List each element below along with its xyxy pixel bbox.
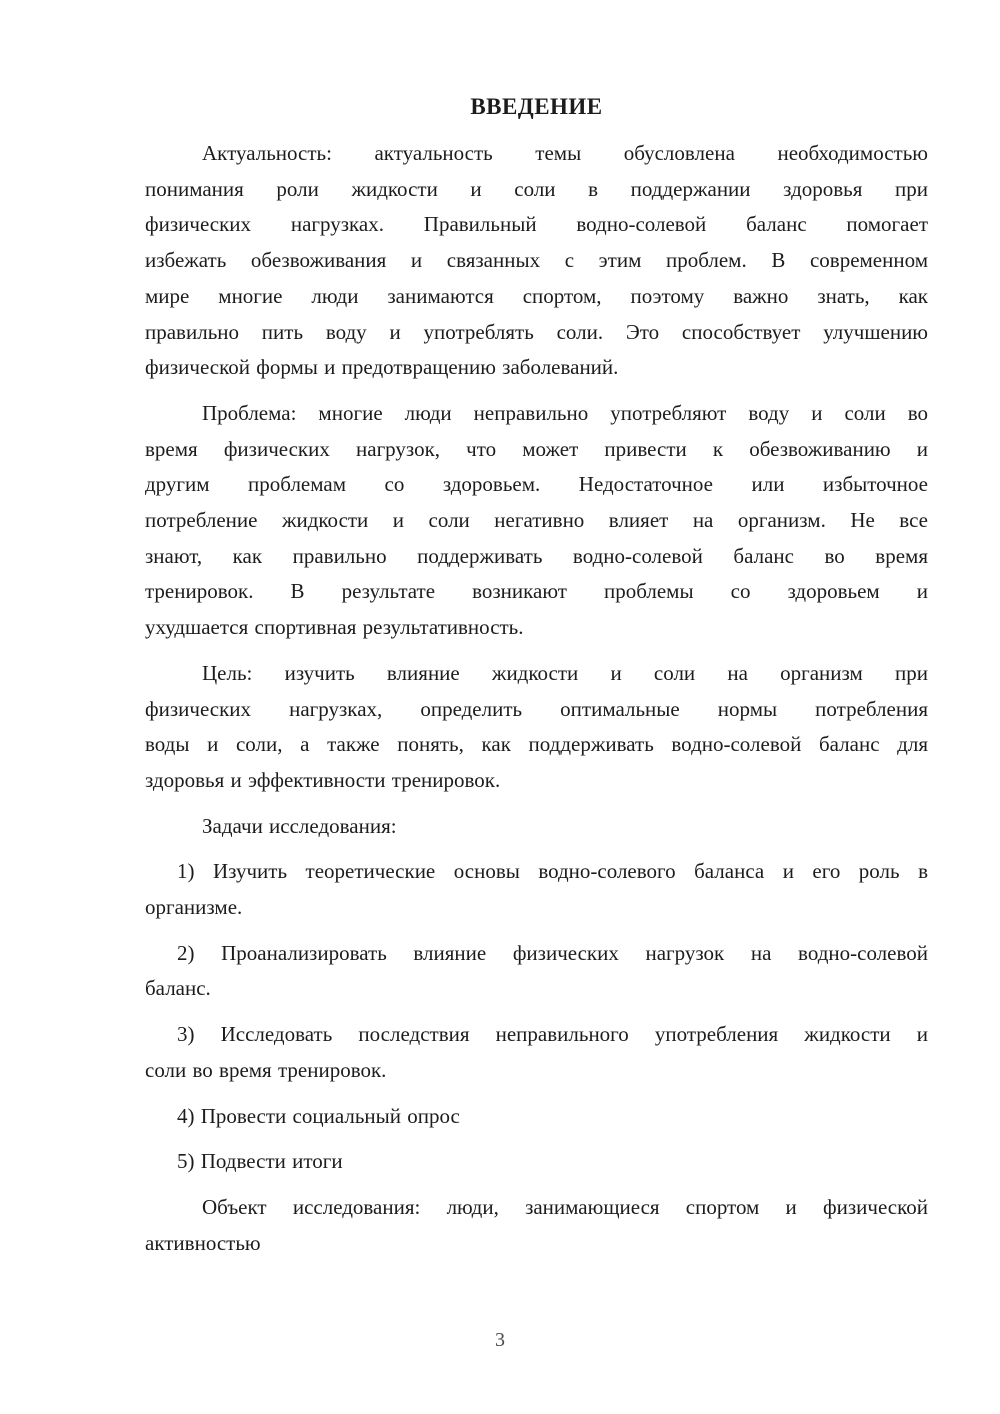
text-line: Проблема: многие люди неправильно употребляют воду и соли во <box>202 400 928 425</box>
text-line: физических нагрузках. Правильный водно-солевой баланс помогает <box>145 212 928 237</box>
paragraph <box>145 396 928 646</box>
text-line: знают, как правильно поддерживать водно-солевой баланс во время <box>145 543 928 568</box>
text-line: организме. <box>145 895 243 920</box>
paragraph <box>145 656 928 799</box>
text-line: Актуальность: актуальность темы обусловлена необходимостью <box>202 141 928 165</box>
text-line: Задачи исследования: <box>202 813 397 838</box>
text-line: 2) Проанализировать влияние физических нагрузок на водно-солевой <box>177 940 928 965</box>
list-item <box>145 936 928 1007</box>
text-line: избежать обезвоживания и связанных с этим проблем. В современном <box>145 248 928 273</box>
text-line: потребление жидкости и соли негативно влияет на организм. Не все <box>145 508 928 533</box>
document-body <box>145 0 928 1271</box>
text-line: правильно пить воду и употреблять соли. Это способствует улучшению <box>145 319 928 344</box>
paragraph <box>145 1190 928 1261</box>
page-title: ВВЕДЕНИЕ <box>470 94 603 119</box>
list-item <box>145 1017 928 1088</box>
text-line: 5) Подвести итоги <box>177 1149 343 1174</box>
text-line: 3) Исследовать последствия неправильного употребления жидкости и <box>177 1022 928 1047</box>
text-line: активностью <box>145 1230 261 1255</box>
text-line: другим проблемам со здоровьем. Недостаточное или избыточное <box>145 472 928 497</box>
text-line: ухудшается спортивная результативность. <box>145 615 524 640</box>
text-line: понимания роли жидкости и соли в поддержании здоровья при <box>145 176 928 201</box>
paragraph <box>145 809 928 845</box>
list-item <box>145 1099 928 1135</box>
text-line: Цель: изучить влияние жидкости и соли на организм при <box>202 660 928 685</box>
page-footer <box>0 1326 1000 1354</box>
text-line: 4) Провести социальный опрос <box>177 1103 460 1128</box>
text-line: Объект исследования: люди, занимающиеся спортом и физической <box>202 1194 928 1219</box>
text-line: здоровья и эффективности тренировок. <box>145 767 501 792</box>
text-line: мире многие люди занимаются спортом, поэтому важно знать, как <box>145 283 928 308</box>
paragraph <box>145 136 928 386</box>
text-line: физической формы и предотвращению заболеваний. <box>145 355 619 380</box>
text-line: время физических нагрузок, что может привести к обезвоживанию и <box>145 436 928 461</box>
text-line: соли во время тренировок. <box>145 1057 387 1082</box>
list-item <box>145 1144 928 1180</box>
text-line: баланс. <box>145 976 211 1001</box>
page-number: 3 <box>495 1329 505 1351</box>
text-line: физических нагрузках, определить оптимальные нормы потребления <box>145 696 928 721</box>
text-line: 1) Изучить теоретические основы водно-солевого баланса и его роль в <box>177 859 928 884</box>
list-item <box>145 854 928 925</box>
paragraph-container <box>145 136 928 1261</box>
text-line: тренировок. В результате возникают проблемы со здоровьем и <box>145 579 928 604</box>
text-line: воды и соли, а также понять, как поддерживать водно-солевой баланс для <box>145 732 928 757</box>
